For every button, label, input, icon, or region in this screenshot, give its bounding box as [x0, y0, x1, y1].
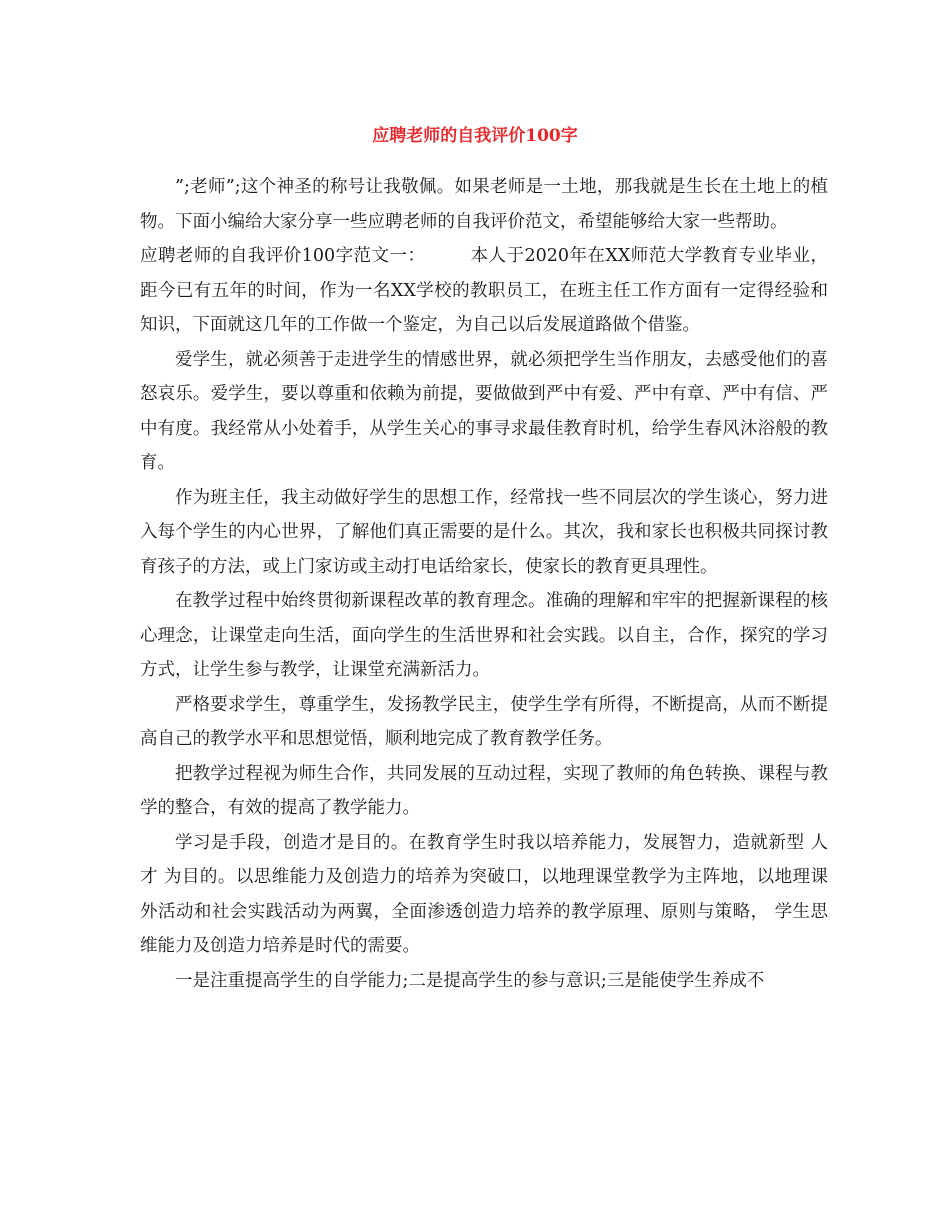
paragraph-1: ”;老师”;这个神圣的称号让我敬佩。如果老师是一土地，那我就是生长在土地上的植物。下面小编给大家分享一些应聘老师的自我评价范文，希望能够给大家一些帮助。 [140, 177, 828, 232]
paragraph-9: 一是注重提高学生的自学能力;二是提高学生的参与意识;三是能使学生养成不 [175, 970, 765, 991]
paragraph-3: 爱学生，就必须善于走进学生的情感世界，就必须把学生当作朋友，去感受他们的喜怒哀乐。爱学生，要以尊重和依赖为前提，要做做到严中有爱、严中有章、严中有信、严中有度。我经常从小处着手，从学生关心的事寻求最佳教育时机，给学生春风沐浴般的教育。 [140, 349, 828, 473]
paragraph-2: 应聘老师的自我评价100字范文一： 本人于2020年在XX师范大学教育专业毕业，距今已有五年的时间，作为一名XX学校的教职员工，在班主任工作方面有一定得经验和知识，下面就这几年的工作做一个鉴定，为自己以后发展道路做个借鉴。 [140, 246, 828, 335]
paragraph-4: 作为班主任，我主动做好学生的思想工作，经常找一些不同层次的学生谈心，努力进入每个学生的内心世界，了解他们真正需要的是什么。其次，我和家长也积极共同探讨教育孩子的方法，或上门家访或主动打电话给家长，使家长的教育更具理性。 [140, 487, 828, 577]
paragraph-8: 学习是手段，创造才是目的。在教育学生时我以培养能力，发展智力，造就新型 人才 为目的。以思维能力及创造力的培养为突破口，以地理课堂教学为主阵地，以地理课外活动和社会实践活动为两翼，全面渗透创造力培养的教学原理、原则与策略， 学生思维能力及创造力培养是时代的需要。 [140, 832, 828, 956]
paragraph-6: 严格要求学生，尊重学生，发扬教学民主，使学生学有所得，不断提高，从而不断提高自己的教学水平和思想觉悟，顺利地完成了教育教学任务。 [140, 694, 828, 749]
document-title: 应聘老师的自我评价100字 [372, 126, 578, 146]
paragraph-5: 在教学过程中始终贯彻新课程改革的教育理念。准确的理解和牢牢的把握新课程的核心理念，让课堂走向生活，面向学生的生活世界和社会实践。以自主，合作，探究的学习方式，让学生参与教学，让课堂充满新活力。 [140, 591, 828, 680]
paragraph-7: 把教学过程视为师生合作，共同发展的互动过程，实现了教师的角色转换、课程与教学的整合，有效的提高了教学能力。 [140, 763, 828, 818]
document-body [140, 170, 828, 998]
